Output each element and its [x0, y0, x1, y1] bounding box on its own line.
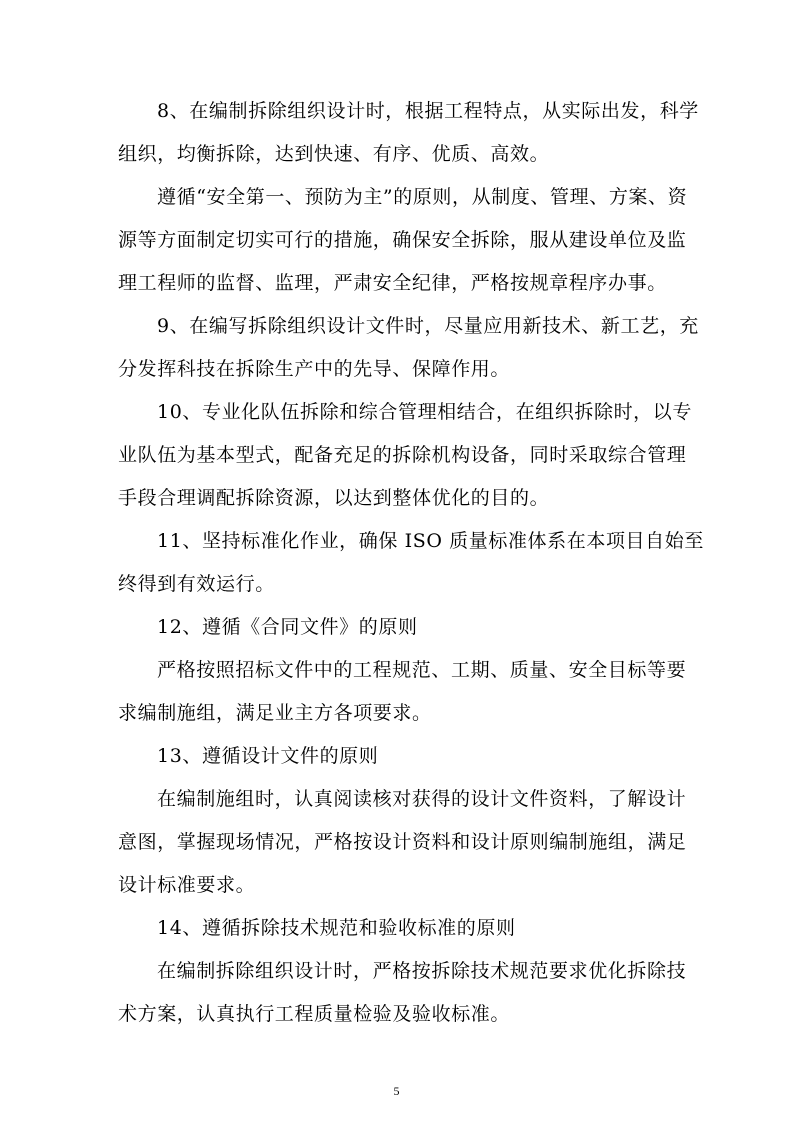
text-line: 手段合理调配拆除资源，以达到整体优化的目的。 — [118, 487, 550, 509]
text-line: 源等方面制定切实可行的措施，确保安全拆除，服从建设单位及监 — [118, 229, 687, 251]
text-line: 11、坚持标准化作业，确保 ISO 质量标准体系在本项目自始至 — [157, 530, 704, 552]
text-line: 9、在编写拆除组织设计文件时，尽量应用新技术、新工艺，充 — [157, 315, 699, 337]
section-heading: 14、遵循拆除技术规范和验收标准的原则 — [157, 917, 516, 939]
text-line: 业队伍为基本型式，配备充足的拆除机构设备，同时采取综合管理 — [118, 444, 687, 466]
section-heading: 13、遵循设计文件的原则 — [157, 745, 379, 767]
text-line: 组织，均衡拆除，达到快速、有序、优质、高效。 — [118, 143, 550, 165]
section-heading: 12、遵循《合同文件》的原则 — [157, 616, 418, 638]
page-number: 5 — [393, 1084, 400, 1098]
text-line: 意图，掌握现场情况，严格按设计资料和设计原则编制施组，满足 — [118, 831, 687, 853]
text-line: 在编制施组时，认真阅读核对获得的设计文件资料，了解设计 — [157, 788, 687, 810]
text-line: 在编制拆除组织设计时，严格按拆除技术规范要求优化拆除技 — [157, 960, 687, 982]
text-line: 严格按照招标文件中的工程规范、工期、质量、安全目标等要 — [157, 659, 687, 681]
text-line: 术方案，认真执行工程质量检验及验收标准。 — [118, 1003, 511, 1025]
text-line: 求编制施组，满足业主方各项要求。 — [118, 702, 432, 724]
text-line: 终得到有效运行。 — [118, 573, 275, 595]
text-line: 设计标准要求。 — [118, 874, 256, 896]
text-line: 理工程师的监督、监理，严肃安全纪律，严格按规章程序办事。 — [118, 272, 667, 294]
text-line: 遵循“安全第一、预防为主”的原则，从制度、管理、方案、资 — [157, 186, 688, 208]
text-line: 10、专业化队伍拆除和综合管理相结合，在组织拆除时，以专 — [157, 401, 692, 423]
text-line: 8、在编制拆除组织设计时，根据工程特点，从实际出发，科学 — [157, 100, 699, 122]
text-line: 分发挥科技在拆除生产中的先导、保障作用。 — [118, 358, 511, 380]
